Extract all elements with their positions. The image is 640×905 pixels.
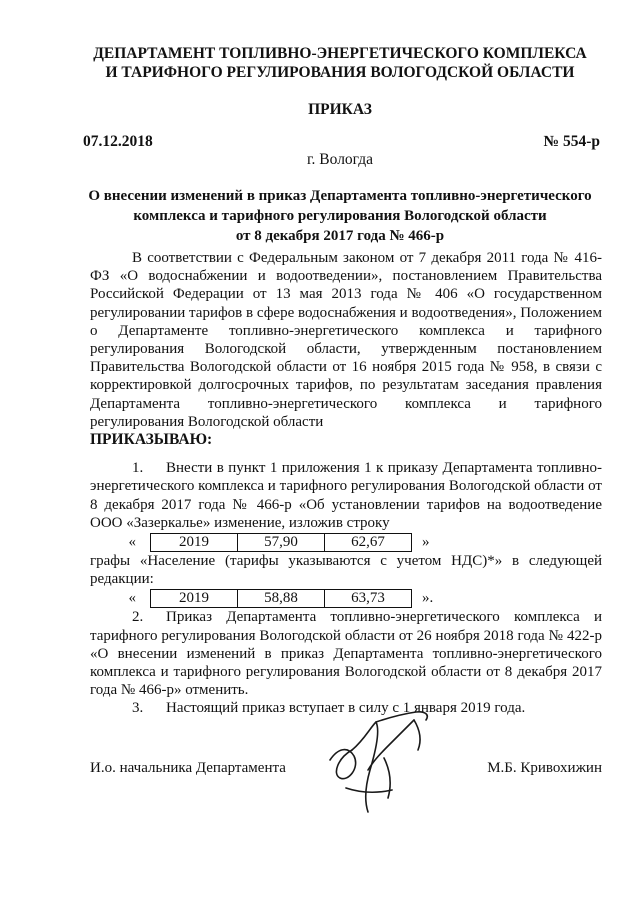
document-city: г. Вологда bbox=[306, 151, 374, 168]
subject-line-3: от 8 декабря 2017 года № 466-р bbox=[235, 228, 445, 244]
header-line-1: ДЕПАРТАМЕНТ ТОПЛИВНО-ЭНЕРГЕТИЧЕСКОГО КОМПЛЕКСА bbox=[93, 45, 587, 62]
new-row-close-quote: ». bbox=[422, 590, 434, 607]
new-row-value-1: 58,88 bbox=[238, 589, 325, 607]
old-row-year: 2019 bbox=[151, 533, 238, 551]
old-row-value-2: 62,67 bbox=[325, 533, 412, 551]
document-type: ПРИКАЗ bbox=[308, 101, 372, 118]
new-row-open-quote: « bbox=[128, 590, 136, 607]
signatory-name: М.Б. Кривохижин bbox=[487, 760, 602, 776]
old-row-close-quote: » bbox=[422, 533, 430, 550]
item-1-number: 1. bbox=[132, 460, 144, 477]
document-subject bbox=[80, 186, 600, 246]
subject-line-2: комплекса и тарифного регулирования Вологодской области bbox=[133, 208, 547, 224]
item-2-text: Приказ Департамента топливно-энергетического комплекса и тарифного регулирования Вологодской области от 26 ноября 2018 года № 422-р «О внесении изменений в приказ Департамента топливно-энергетического комплекса и тарифного регулирования Вологодской области от 8 декабря 2017 года № 466-р» отменить. bbox=[90, 609, 602, 699]
item-3-number: 3. bbox=[132, 700, 144, 717]
document-date: 07.12.2018 bbox=[83, 133, 153, 150]
department-header bbox=[80, 44, 600, 82]
subject-line-1: О внесении изменений в приказ Департамента топливно-энергетического bbox=[88, 188, 592, 204]
document-number: № 554-р bbox=[543, 133, 600, 150]
new-row-value-2: 63,73 bbox=[325, 589, 412, 607]
new-values-table bbox=[150, 589, 412, 608]
signatory-title: И.о. начальника Департамента bbox=[90, 760, 286, 776]
item-1-text: Внести в пункт 1 приложения 1 к приказу Департамента топливно-энергетического комплекса и тарифного регулирования Вологодской области от 8 декабря 2017 года № 466-р «Об установлении тарифов на водоотведение ООО «Зазеркалье» изменение, изложив строку bbox=[90, 460, 602, 531]
old-row-open-quote: « bbox=[128, 533, 136, 550]
old-value-row bbox=[90, 532, 602, 552]
old-values-table bbox=[150, 533, 412, 552]
item-2-number: 2. bbox=[132, 609, 144, 626]
new-row-year: 2019 bbox=[151, 589, 238, 607]
item-3-text: Настоящий приказ вступает в силу с 1 января 2019 года. bbox=[166, 700, 526, 717]
item-1-paragraph bbox=[90, 459, 602, 532]
preamble-paragraph: В соответствии с Федеральным законом от 7 декабря 2011 года № 416-ФЗ «О водоснабжении и водоотведении», постановлением Правительства Российской Федерации от 13 мая 2013 года № 406 «О государственном регулировании тарифов в сфере водоснабжения и водоотведения», Положением о Департаменте топливно-энергетического комплекса и тарифного регулирования Вологодской области, утвержденным постановлением Правительства Вологодской области от 16 ноября 2015 года № 958, в связи с корректировкой долгосрочных тарифов, по результатам заседания правления Департамента топливно-энергетического комплекса и тарифного регулирования Вологодской области bbox=[90, 250, 602, 430]
old-row-value-1: 57,90 bbox=[238, 533, 325, 551]
new-value-row bbox=[90, 588, 602, 608]
item-2-paragraph bbox=[90, 608, 602, 699]
order-word: ПРИКАЗЫВАЮ: bbox=[90, 431, 213, 449]
item-1-middle-text: графы «Население (тарифы указываются с учетом НДС)*» в следующей редакции: bbox=[90, 553, 602, 588]
handwritten-signature bbox=[318, 700, 448, 820]
document-body bbox=[90, 249, 602, 718]
header-line-2: И ТАРИФНОГО РЕГУЛИРОВАНИЯ ВОЛОГОДСКОЙ ОБЛАСТИ bbox=[105, 64, 575, 81]
